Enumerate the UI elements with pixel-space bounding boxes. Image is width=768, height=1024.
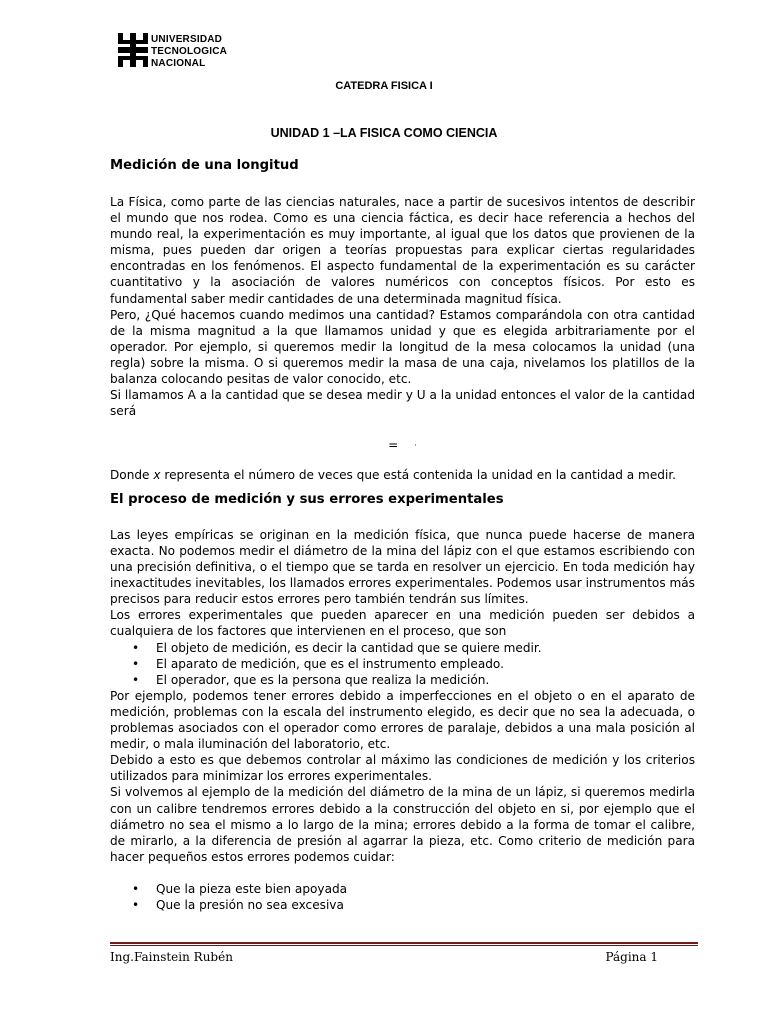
- text-span: Donde: [110, 467, 154, 482]
- document-body: [110, 157, 695, 913]
- list-item: • El objeto de medición, es decir la cantidad que se quiere medir.: [156, 640, 695, 656]
- formula-dot: ·: [414, 440, 417, 450]
- list-item: • El aparato de medición, que es el instrumento empleado.: [156, 656, 695, 672]
- variable-x: x: [153, 467, 161, 482]
- utn-logo-icon: [118, 33, 148, 67]
- paragraph: Las leyes empíricas se originan en la medición física, que nunca puede hacerse de manera exacta. No podemos medir el diámetro de la mina del lápiz con el que estamos escribiendo con una precisión definitiva, o el tiempo que se tarda en resolver un ejercicio. En toda medición hay inexactitudes inevitables, los llamados errores experimentales. Podemos usar instrumentos más precisos para reducir estos errores pero también tendrán sus límites.: [110, 527, 695, 607]
- unit-title: UNIDAD 1 –LA FISICA COMO CIENCIA: [270, 126, 498, 140]
- logo-text: [151, 33, 227, 70]
- footer-page-number: Página 1: [605, 950, 658, 964]
- formula: [110, 437, 695, 454]
- logo-line: TECNOLOGICA: [151, 46, 228, 57]
- paragraph: Si llamamos A a la cantidad que se desea medir y U a la unidad entonces el valor de la cantidad será: [110, 388, 695, 419]
- list-item: • Que la presión no sea excesiva: [156, 897, 695, 913]
- logo-line: NACIONAL: [151, 58, 206, 69]
- paragraph: Si volvemos al ejemplo de la medición del diámetro de la mina de un lápiz, si queremos medirla con un calibre tendremos errores debido a la construcción del objeto en si, por ejemplo que el diámetro no sea el mismo a lo largo de la mina; errores debido a la forma de tomar el calibre, de mirarlo, a la diferencia de presión al agarrar la pieza, etc. Como criterio de medición para hacer pequeños estos errores podemos cuidar:: [110, 785, 695, 864]
- list-item: • Que la pieza este bien apoyada: [156, 881, 695, 897]
- section-heading: Medición de una longitud: [110, 158, 299, 173]
- text-span: representa el número de veces que está contenida la unidad en la cantidad a medir.: [160, 467, 677, 482]
- paragraph: Por ejemplo, podemos tener errores debido a imperfecciones en el objeto o en el aparato de medición, problemas con la escala del instrumento elegido, es decir que no sea la adecuada, o problemas asociados con el operador como errores de paralaje, debidos a una mala posición al medir, o mala iluminación del laboratorio, etc.: [110, 688, 695, 752]
- list-item: • El operador, que es la persona que realiza la medición.: [156, 672, 695, 688]
- paragraph: La Física, como parte de las ciencias naturales, nace a partir de sucesivos intentos de describir el mundo que nos rodea. Como es una ciencia fáctica, es decir hace referencia a hechos del mundo real, la experimentación es muy importante, al igual que los datos que provienen de la misma, pues pueden dar origen a teorías propuestas para explicar ciertas regularidades encontradas en los fenómenos. El aspecto fundamental de la experimentación es su carácter cuantitativo y la asociación de valores numéricos con conceptos físicos. Por esto es fundamental saber medir cantidades de una determinada magnitud física.: [110, 195, 695, 306]
- paragraph: Pero, ¿Qué hacemos cuando medimos una cantidad? Estamos comparándola con otra cantidad de la misma magnitud a la que llamamos unidad y que es elegida arbitrariamente por el operador. Por ejemplo, si queremos medir la longitud de la mesa colocamos la unidad (una regla) sobre la misma. O si queremos medir la masa de una caja, nivelamos los platillos de la balanza colocando pesitas de valor conocido, etc.: [110, 307, 695, 387]
- section-heading: El proceso de medición y sus errores experimentales: [110, 491, 504, 507]
- bullet-list: [110, 640, 695, 688]
- paragraph: Debido a esto es que debemos controlar al máximo las condiciones de medición y los criterios utilizados para minimizar los errores experimentales.: [110, 753, 695, 784]
- university-logo: [118, 33, 227, 70]
- paragraph: [110, 467, 695, 483]
- footer-author: Ing.Fainstein Rubén: [110, 950, 233, 964]
- bullet-list: [110, 881, 695, 913]
- formula-equals: =: [388, 438, 399, 453]
- paragraph: Los errores experimentales que pueden aparecer en una medición pueden ser debidos a cualquiera de los factores que intervienen en el proceso, que son: [110, 608, 695, 639]
- logo-line: UNIVERSIDAD: [151, 34, 223, 45]
- course-title: CATEDRA FISICA I: [335, 80, 433, 92]
- footer-divider: [110, 942, 698, 946]
